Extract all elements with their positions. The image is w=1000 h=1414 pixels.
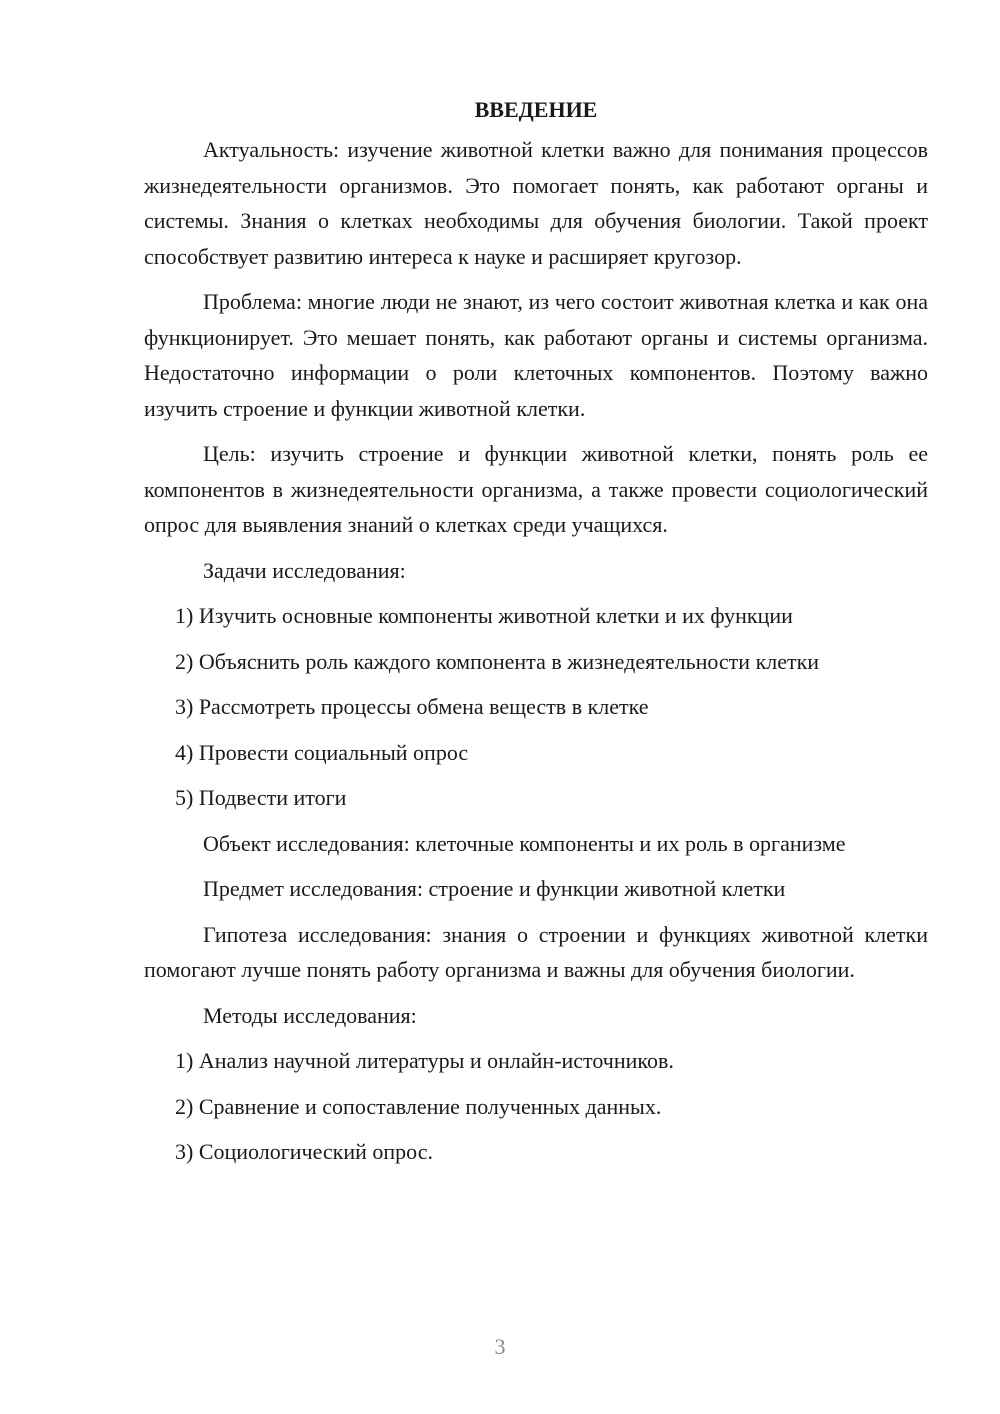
goal-paragraph: Цель: изучить строение и функции животной клетки, понять роль ее компонентов в жизнедеятельности организма, а также провести социологический опрос для выявления знаний о клетках среди учащихся. xyxy=(144,441,928,537)
task-item: 1) Изучить основные компоненты животной клетки и их функции xyxy=(175,603,793,628)
task-item: 2) Объяснить роль каждого компонента в жизнедеятельности клетки xyxy=(175,648,820,674)
problem-paragraph: Проблема: многие люди не знают, из чего состоит животная клетка и как она функционирует. Это мешает понять, как работают органы и системы организма. Недостаточно информации о роли клеточных компонентов. Поэтому важно изучить строение и функции животной клетки. xyxy=(144,289,928,421)
tasks-heading: Задачи исследования: xyxy=(203,557,406,583)
object-paragraph: Объект исследования: клеточные компоненты и их роль в организме xyxy=(203,830,846,856)
method-item: 1) Анализ научной литературы и онлайн-источников. xyxy=(175,1048,674,1073)
page-title: ВВЕДЕНИЕ xyxy=(474,97,598,122)
task-item: 3) Рассмотреть процессы обмена веществ в клетке xyxy=(175,694,649,719)
page-number: 3 xyxy=(494,1334,506,1359)
method-item: 2) Сравнение и сопоставление полученных данных. xyxy=(175,1093,662,1119)
task-item: 5) Подвести итоги xyxy=(175,785,347,810)
relevance-paragraph: Актуальность: изучение животной клетки важно для понимания процессов жизнедеятельности организмов. Это помогает понять, как работают органы и системы. Знания о клетках необходимы для обучения биологии. Такой проект способствует развитию интереса к науке и расширяет кругозор. xyxy=(144,137,928,269)
hypothesis-paragraph: Гипотеза исследования: знания о строении и функциях животной клетки помогают лучше понять работу организма и важны для обучения биологии. xyxy=(144,921,928,982)
subject-paragraph: Предмет исследования: строение и функции животной клетки xyxy=(203,876,786,901)
task-item: 4) Провести социальный опрос xyxy=(175,739,469,765)
methods-heading: Методы исследования: xyxy=(203,1002,417,1028)
method-item: 3) Социологический опрос. xyxy=(175,1139,433,1164)
document-page xyxy=(144,92,928,1180)
